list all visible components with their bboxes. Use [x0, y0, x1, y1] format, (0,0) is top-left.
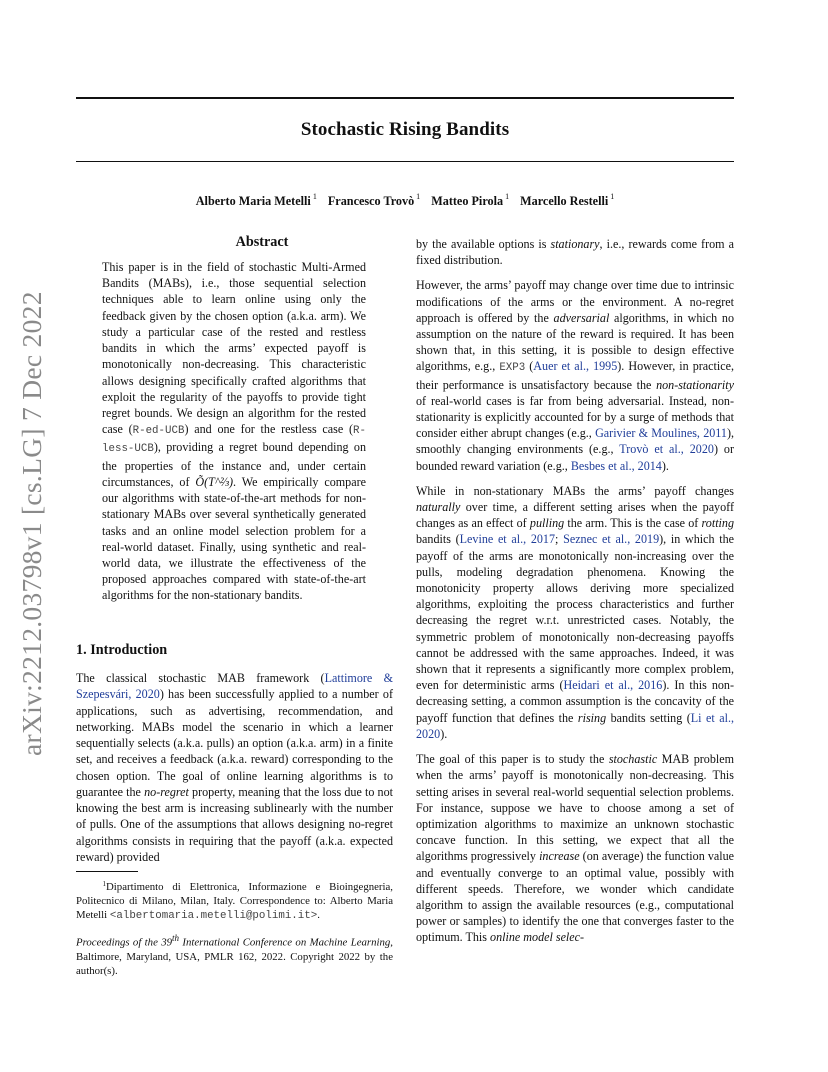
footnote-rule	[76, 871, 138, 872]
author: Matteo Pirola $^1$	[431, 192, 510, 208]
citation-link[interactable]: Garivier & Moulines, 2011	[595, 426, 727, 441]
citation-link[interactable]: Besbes et al., 2014	[570, 458, 662, 473]
introduction-body: The classical stochastic MAB framework (Lattimore & Szepesvári, 2020) has been successfully applied to a number of applications, such as advertising, recommendation, and networking. MABs model the scenario in which a learner sequentially selects (a.k.a. pulls) an option (a.k.a. arm) in a finite set, and receives a feedback (a.k.a. reward) corresponding to the chosen option. The goal of online learning algorithms is to guarantee the no-regret property, meaning that the loss due to not knowing the best arm is increasing sublinearly with the number of pulls. One of the assumptions that allows designing no-regret algorithms consists in requiring that the payoff (a.k.a. expected reward) provided	[76, 671, 394, 864]
email-link[interactable]: <albertomaria.metelli@polimi.it>	[109, 910, 318, 923]
author-list	[76, 192, 734, 209]
proceedings-note: Proceedings of the 39th International Conference on Machine Learning, Baltimore, Maryland, USA, PMLR 162, 2022. Copyright 2022 by the author(s).	[76, 933, 393, 977]
citation-link[interactable]: Levine et al., 2017	[459, 532, 556, 547]
arxiv-stamp[interactable]: arXiv:2212.03798v1 [cs.LG] 7 Dec 2022	[16, 291, 47, 756]
citation-link[interactable]: Trovò et al., 2020	[619, 442, 714, 457]
author: Francesco Trovò $^1$	[327, 192, 421, 208]
author: Alberto Maria Metelli $^1$	[195, 192, 317, 208]
paragraph: by the available options is stationary, i.e., rewards come from a fixed distribution.	[416, 237, 734, 268]
paragraph: While in non-stationary MABs the arms’ payoff changes naturally over time, a different setting arises when the payoff changes as an effect of pulling the arm. This is the case of rotting bandits (Levine et al., 2017; Seznec et al., 2019), in which the payoff of the arms are monotonically non-increasing over the pulls, modeling degradation phenomena. Knowing the monotonicity property allows deriving more specialized algorithms, exploiting the process characteristics and further decreasing the regret w.r.t. unrestricted cases. Notably, the symmetric problem of monotonically non-decreasing payoffs cannot be addressed with the same approaches. Indeed, it was shown that it represents a significantly more complex problem, even for deterministic arms (Heidari et al., 2016). In this non-decreasing setting, a common assumption is the concavity of the payoff function that defines the rising bandits setting (Li et al., 2020).	[416, 483, 735, 741]
citation-link[interactable]: Auer et al., 1995	[533, 359, 618, 374]
affiliation-footnote: $^1$Dipartimento di Elettronica, Informazione e Bioingegneria, Politecnico di Milano, Milan, Italy. Correspondence to: Alberto Maria Metelli <albertomaria.metelli@polimi.it>.	[76, 880, 393, 923]
title-rule-bottom	[76, 161, 734, 162]
citation-link[interactable]: Heidari et al., 2016	[563, 678, 663, 693]
paper-title: Stochastic Rising Bandits	[300, 119, 510, 140]
right-column	[416, 236, 734, 955]
author: Marcello Restelli $^1$	[520, 192, 615, 208]
paragraph: The goal of this paper is to study the stochastic MAB problem when the arms’ payoff is monotonically non-decreasing. This setting arises in several real-world sequential selection problems. For instance, suppose we have to choose among a set of optimization algorithms to maximize an unknown stochastic concave function. In this setting, we expect that all the algorithms progressively increase (on average) the function value and eventually converge to an optimal value, possibly with different speeds. Therefore, we wonder which candidate algorithm to assign the available resources (e.g., computational power or samples) to identify the one that converges faster to the optimum. This online model selec-	[416, 752, 735, 945]
section-heading-introduction: 1. Introduction	[76, 642, 168, 658]
citation-link[interactable]: Lattimore & Szepesvári, 2020	[76, 671, 393, 702]
abstract-body: This paper is in the field of stochastic Multi-Armed Bandits (MABs), i.e., those sequential selection techniques able to learn online using only the feedback given by the chosen option (a.k.a. arm). We study a particular case of the rested and restless bandits in which the arms’ expected payoff is monotonically non-decreasing. This characteristic allows designing specifically crafted algorithms that exploit the regularity of the payoffs to provide tight regret bounds. We design an algorithm for the rested case (R-ed-UCB) and one for the restless case (R-less-UCB), providing a regret bound depending on the properties of the instance and, under certain circumstances, of Õ(T^⅔). We empirically compare our algorithms with state-of-the-art methods for non-stationary MABs over several synthetically generated tasks and an online model selection problem for a real-world dataset. Finally, using synthetic and real-world data, we illustrate the effectiveness of the proposed approaches compared with state-of-the-art algorithms for the non-stationary bandits.	[102, 260, 366, 603]
citation-link[interactable]: Seznec et al., 2019	[563, 532, 660, 547]
citation-link[interactable]: Li et al., 2020	[416, 710, 734, 741]
abstract-heading: Abstract	[235, 234, 289, 250]
title-rule-top	[76, 97, 734, 99]
regret-bound-math: Õ(T^⅔)	[195, 474, 234, 489]
paragraph: However, the arms’ payoff may change over time due to intrinsic modifications of the arms or the environment. A no-regret approach is offered by the adversarial algorithms, in which no assumption on the nature of the reward is required. It has been shown that, in this setting, it is possible to design effective algorithms, e.g., EXP3 (Auer et al., 1995). However, in practice, their performance is unsatisfactory because the non-stationarity of real-world cases is far from being adversarial. Instead, non-stationarity is explicitly accounted for by a surge of methods that consider either abrupt changes (e.g., Garivier & Moulines, 2011), smoothly changing environments (e.g., Trovò et al., 2020) or bounded reward variation (e.g., Besbes et al., 2014).	[416, 278, 735, 473]
